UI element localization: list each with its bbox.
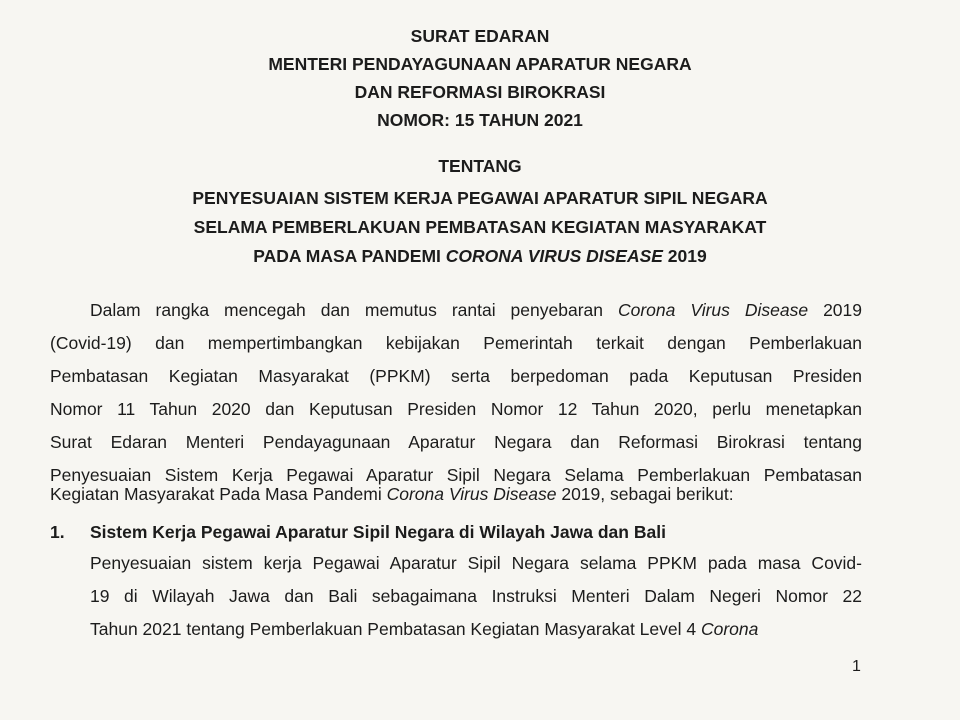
subject-italic-text: CORONA VIRUS DISEASE bbox=[445, 246, 663, 266]
section-text: Tahun 2021 tentang Pemberlakuan Pembatasan Kegiatan Masyarakat Level 4 bbox=[90, 619, 701, 639]
title-line: DAN REFORMASI BIROKRASI bbox=[354, 82, 606, 102]
intro-text: Dalam rangka mencegah dan memutus rantai penyebaran bbox=[90, 300, 618, 320]
intro-line: Surat Edaran Menteri Pendayagunaan Aparatur Negara dan Reformasi Birokrasi tentang bbox=[50, 432, 862, 452]
section-line: 19 di Wilayah Jawa dan Bali sebagaimana Instruksi Menteri Dalam Negeri Nomor 22 bbox=[90, 586, 862, 606]
section-line: Penyesuaian sistem kerja Pegawai Aparatur Sipil Negara selama PPKM pada masa Covid- bbox=[90, 553, 862, 573]
section-number: 1. bbox=[50, 522, 65, 542]
intro-line bbox=[90, 298, 862, 322]
intro-line: Pembatasan Kegiatan Masyarakat (PPKM) serta berpedoman pada Keputusan Presiden bbox=[50, 366, 862, 386]
section-heading: Sistem Kerja Pegawai Aparatur Sipil Negara di Wilayah Jawa dan Bali bbox=[90, 522, 666, 542]
intro-text: Kegiatan Masyarakat Pada Masa Pandemi bbox=[50, 484, 387, 504]
subject-line bbox=[0, 242, 960, 271]
section-line bbox=[90, 617, 862, 641]
circular-title bbox=[0, 22, 960, 134]
intro-line bbox=[50, 482, 862, 506]
intro-line: (Covid-19) dan mempertimbangkan kebijakan Pemerintah terkait dengan Pemberlakuan bbox=[50, 333, 862, 353]
subject-text: PADA MASA PANDEMI bbox=[253, 246, 446, 266]
section-italic-text: Corona bbox=[700, 619, 759, 639]
page-number: 1 bbox=[852, 658, 861, 675]
intro-text: 2019 bbox=[808, 300, 862, 320]
title-line: MENTERI PENDAYAGUNAAN APARATUR NEGARA bbox=[268, 54, 692, 74]
subject-line: SELAMA PEMBERLAKUAN PEMBATASAN KEGIATAN MASYARAKAT bbox=[193, 217, 767, 237]
title-line: SURAT EDARAN bbox=[410, 26, 550, 46]
title-line: NOMOR: 15 TAHUN 2021 bbox=[377, 110, 583, 130]
intro-line: Penyesuaian Sistem Kerja Pegawai Aparatur Sipil Negara Selama Pemberlakuan Pembatasan bbox=[50, 465, 862, 485]
intro-text: 2019, sebagai berikut: bbox=[556, 484, 734, 504]
intro-italic-text: Corona Virus Disease bbox=[617, 300, 809, 320]
subject-text: 2019 bbox=[662, 246, 707, 266]
tentang-label: TENTANG bbox=[438, 156, 522, 176]
intro-italic-text: Corona Virus Disease bbox=[386, 484, 557, 504]
tentang-heading bbox=[0, 152, 960, 180]
intro-line: Nomor 11 Tahun 2020 dan Keputusan Presiden Nomor 12 Tahun 2020, perlu menetapkan bbox=[50, 399, 862, 419]
subject-line: PENYESUAIAN SISTEM KERJA PEGAWAI APARATUR SIPIL NEGARA bbox=[192, 188, 768, 208]
circular-subject bbox=[0, 184, 960, 271]
